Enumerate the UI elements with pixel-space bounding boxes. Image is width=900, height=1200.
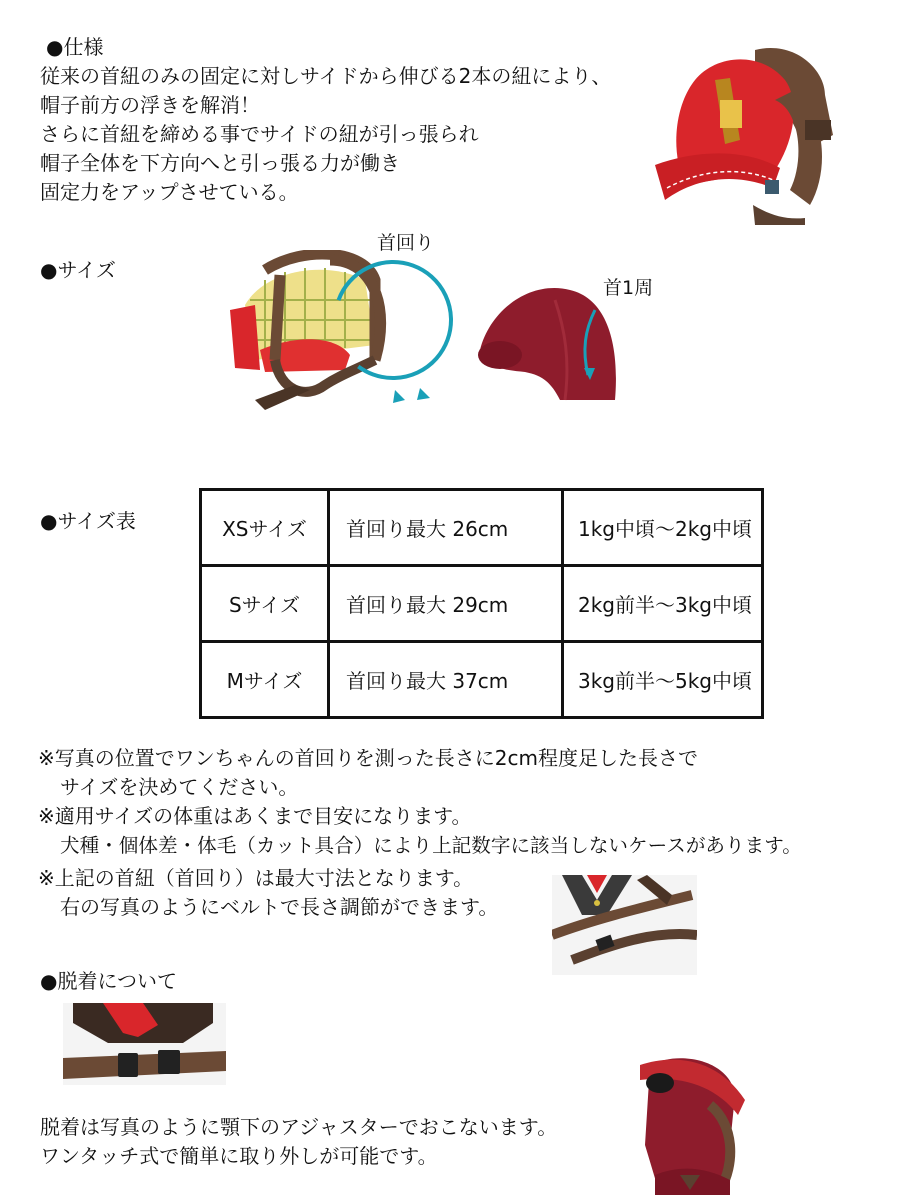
- neck-cell: 首回り最大 37cm: [329, 642, 563, 718]
- size-cell: Mサイズ: [201, 642, 329, 718]
- table-row: [201, 490, 763, 566]
- size-cell: Sサイズ: [201, 566, 329, 642]
- neck-circumference-label: 首回り: [377, 232, 435, 254]
- note-line-6: 右の写真のようにベルトで長さ調節ができます。: [60, 895, 499, 919]
- neck-round-label: 首1周: [603, 277, 654, 299]
- spec-line-5: 固定力をアップさせている。: [40, 180, 299, 204]
- neck-cell: 首回り最大 26cm: [329, 490, 563, 566]
- weight-cell: 3kg前半～5kg中頃: [563, 642, 763, 718]
- size-table: [199, 488, 764, 719]
- strap-adjust-photo: [552, 875, 697, 975]
- spec-line-4: 帽子全体を下方向へと引っ張る力が働き: [40, 151, 400, 175]
- weight-cell: 1kg中頃～2kg中頃: [563, 490, 763, 566]
- removal-heading: ●脱着について: [40, 969, 178, 993]
- note-line-2: サイズを決めてください。: [60, 775, 299, 799]
- size-heading: ●サイズ: [40, 258, 116, 282]
- table-row: [201, 642, 763, 718]
- spec-line-3: さらに首紐を締める事でサイドの紐が引っ張られ: [40, 122, 479, 146]
- size-cell: XSサイズ: [201, 490, 329, 566]
- mannequin-cap-photo: [620, 1055, 745, 1195]
- cap-side-photo: [655, 40, 855, 225]
- spec-line-2: 帽子前方の浮きを解消！: [40, 93, 260, 117]
- mannequin-head-photo: [470, 280, 630, 405]
- spec-line-1: 従来の首紐のみの固定に対しサイドから伸びる2本の紐により、: [40, 64, 612, 88]
- removal-line-2: ワンタッチ式で簡単に取り外しが可能です。: [40, 1144, 438, 1168]
- neck-cell: 首回り最大 29cm: [329, 566, 563, 642]
- spec-heading: ●仕様: [46, 35, 104, 59]
- note-line-1: ※写真の位置でワンちゃんの首回りを測った長さに2cm程度足した長さで: [38, 746, 698, 770]
- chin-adjuster-photo: [63, 1003, 226, 1085]
- size-table-heading: ●サイズ表: [40, 509, 136, 533]
- removal-line-1: 脱着は写真のように顎下のアジャスターでおこないます。: [40, 1115, 558, 1139]
- note-line-5: ※上記の首紐（首回り）は最大寸法となります。: [38, 866, 474, 890]
- note-line-4: 犬種・個体差・体毛（カット具合）により上記数字に該当しないケースがあります。: [60, 834, 802, 857]
- table-row: [201, 566, 763, 642]
- weight-cell: 2kg前半～3kg中頃: [563, 566, 763, 642]
- cap-neck-loop-photo: [225, 250, 475, 430]
- note-line-3: ※適用サイズの体重はあくまで目安になります。: [38, 804, 472, 828]
